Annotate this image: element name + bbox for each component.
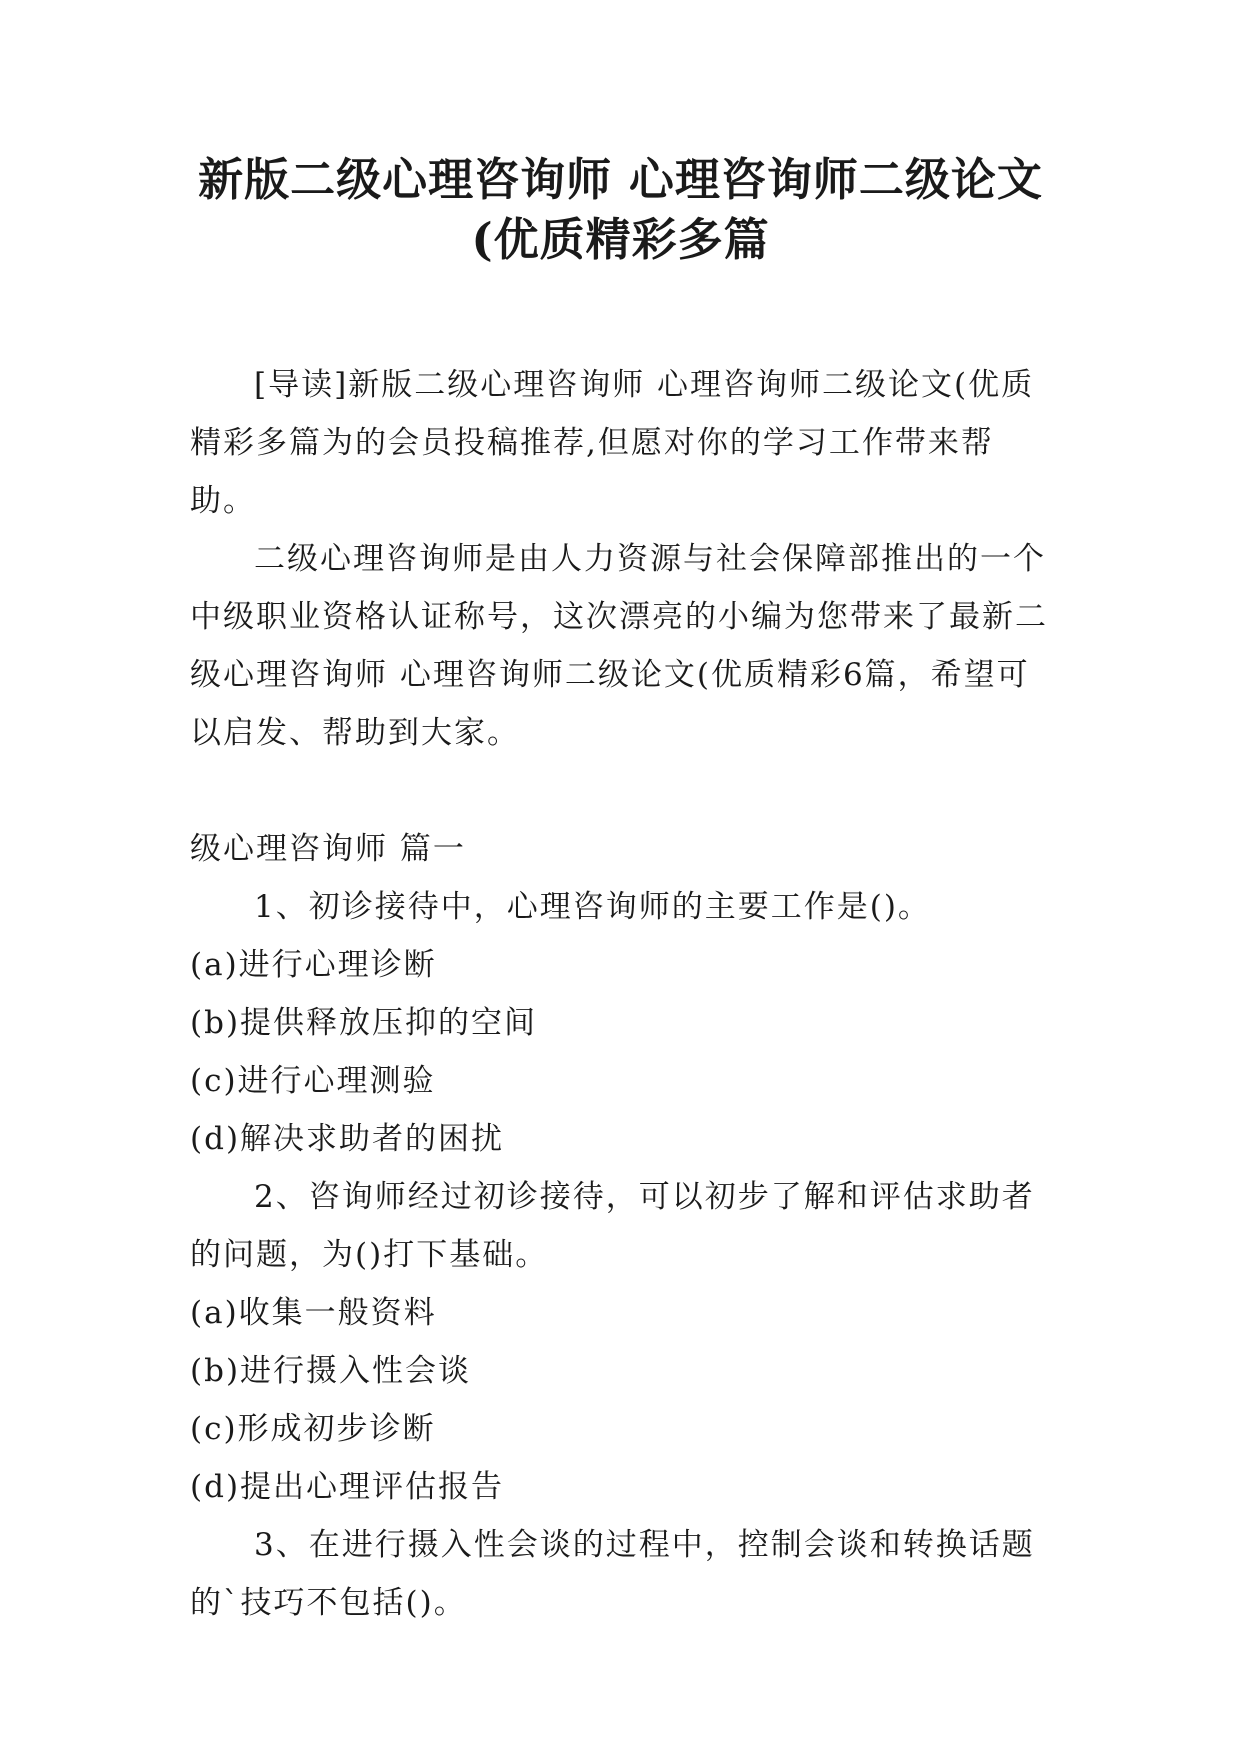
question-2-option-a: (a)收集一般资料 [190,1295,437,1331]
intro-paragraph-2: 二级心理咨询师是由人力资源与社会保障部推出的一个中级职业资格认证称号，这次漂亮的小编为您带来了最新二级心理咨询师 心理咨询师二级论文(优质精彩6篇，希望可以启发、帮助到大家。 [190,541,1048,751]
question-2-option-c: (c)形成初步诊断 [190,1411,436,1447]
section-spacer [190,762,1054,820]
question-2-option-b: (b)进行摄入性会谈 [190,1353,472,1389]
title-line-1: 新版二级心理咨询师 心理咨询师二级论文 [198,153,1043,206]
question-1-option-b: (b)提供释放压抑的空间 [190,1005,538,1041]
document-title [150,150,1091,270]
question-1-option-a: (a)进行心理诊断 [190,947,437,983]
question-1-option-c: (c)进行心理测验 [190,1063,436,1099]
title-line-2: (优质精彩多篇 [471,213,770,266]
question-2-option-d: (d)提出心理评估报告 [190,1469,505,1505]
question-2: 2、咨询师经过初诊接待，可以初步了解和评估求助者的问题，为()打下基础。 [190,1179,1035,1273]
section-heading: 级心理咨询师 篇一 [190,831,466,867]
document-body [190,356,1054,1632]
question-1-option-d: (d)解决求助者的困扰 [190,1121,505,1157]
question-3: 3、在进行摄入性会谈的过程中，控制会谈和转换话题的`技巧不包括()。 [190,1527,1035,1621]
question-1: 1、初诊接待中，心理咨询师的主要工作是()。 [254,889,931,925]
intro-paragraph: [导读]新版二级心理咨询师 心理咨询师二级论文(优质精彩多篇为的会员投稿推荐,但愿对你的学习工作带来帮助。 [190,367,1035,519]
